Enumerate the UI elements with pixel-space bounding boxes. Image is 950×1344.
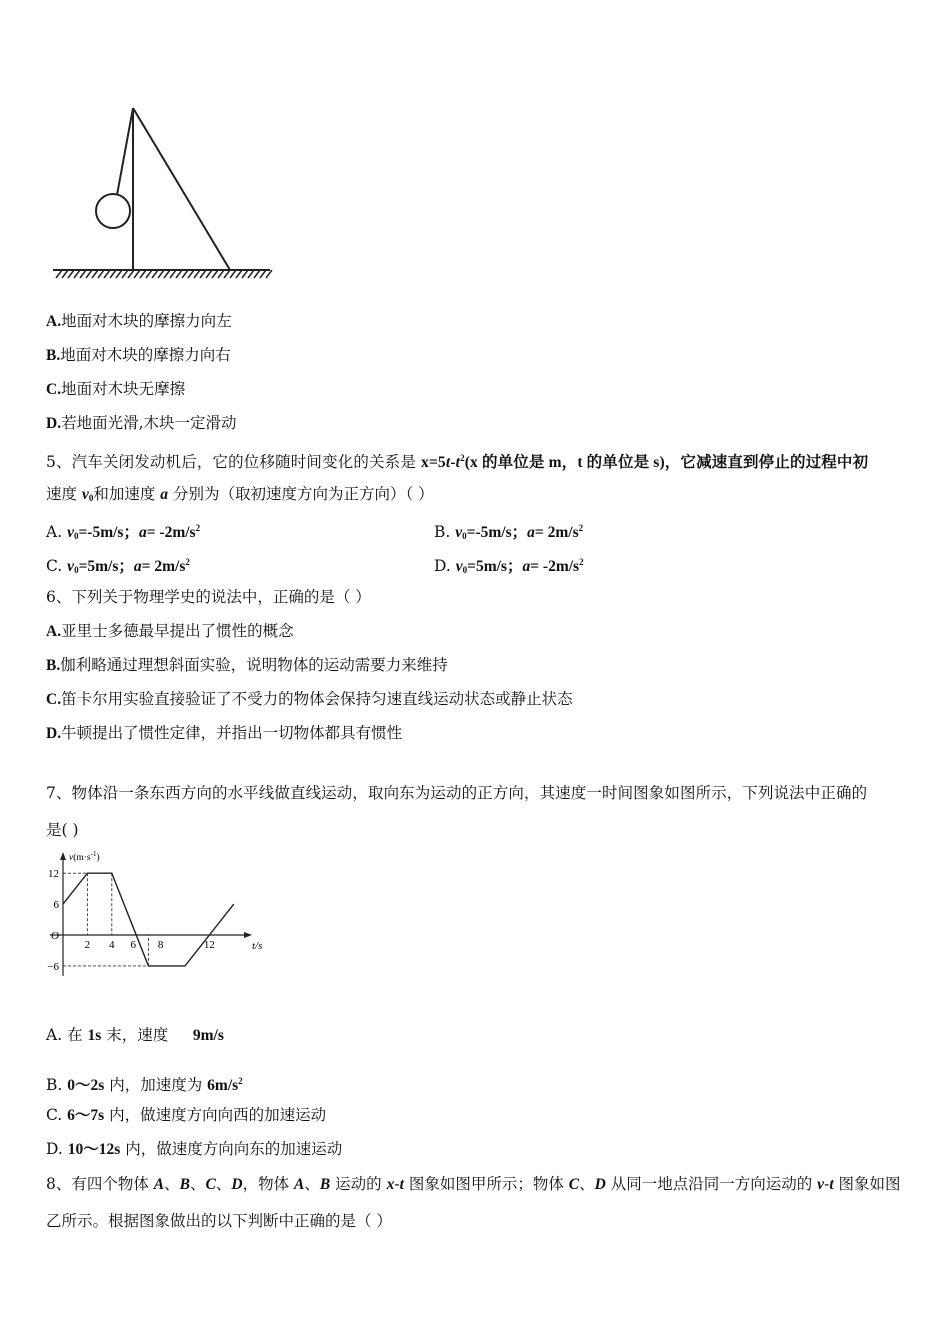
q5-formula-t: t [445,454,451,471]
option-v0: =5m/s； [467,558,523,575]
chart-labels [47,850,262,973]
hatch-mark [116,270,122,278]
hatch-mark [74,270,80,278]
hatch-mark [146,270,152,278]
option-v0: =-5m/s； [466,524,528,541]
x-axis-label: t/s [252,940,263,952]
hatch-mark [224,270,230,278]
option-letter: D. [46,725,62,742]
q7-option-d [46,1139,342,1160]
option-num: 6m/s [207,1077,239,1094]
q8-stem-line1 [46,1174,901,1195]
x-tick-label: 6 [130,939,136,951]
hatch-mark [98,270,104,278]
q5-option-c [46,552,190,580]
x-tick-label: 4 [109,939,115,951]
q8-text: 、 [304,1175,320,1193]
hatch-mark [206,270,212,278]
q5-v-sub: 0 [74,565,79,575]
q5-a: a [160,486,169,503]
q8-variable: B [319,1176,331,1193]
q4-option-d [46,413,237,434]
option-letter: C. [46,1106,68,1124]
q8-variable: t [829,1176,834,1193]
option-text: 地面对木块的摩擦力向左 [61,312,232,330]
q5-formula-exp: 2 [460,453,465,463]
hatch-mark [164,270,170,278]
option-letter: D. [46,1140,68,1158]
option-letter: B. [46,347,61,364]
option-a: = -2m/s [146,524,196,541]
q6-option-b [46,655,448,676]
q7-stem-line1: 7、物体沿一条东西方向的水平线做直线运动，取向东为运动的正方向，其速度一时间图象如图所示，下列说法中正确的 [46,784,868,802]
q7-option-a [46,1025,224,1046]
hatch-mark [176,270,182,278]
q7-option-b [46,1071,243,1096]
q7-option-c [46,1105,326,1126]
q5-v: v [455,558,463,575]
q5-a: a [138,524,147,541]
option-letter: D. [434,557,456,575]
q6-option-a [46,621,294,642]
ball [96,194,130,228]
q8-text: - [394,1175,400,1193]
option-letter: A. [46,623,62,640]
q5-v: v [67,558,75,575]
option-letter: C. [46,557,68,575]
option-num: 9m/s [192,1027,224,1044]
option-v0: =5m/s； [78,558,134,575]
option-letter: D. [46,415,62,432]
chart-series [63,873,234,966]
option-text: 笛卡尔用实验直接验证了不受力的物体会保持匀速直线运动状态或静止状态 [61,690,573,708]
option-v0: =-5m/s； [78,524,139,541]
option-text: 若地面光滑,木块一定滑动 [61,414,237,432]
q8-stem-line2: 乙所示。根据图象做出的以下判断中正确的是（ ） [46,1212,392,1230]
option-text: 亚里士多德最早提出了惯性的概念 [61,622,294,640]
option-letter: A. [46,523,68,541]
hatch-mark [80,270,86,278]
hatch-mark [128,270,134,278]
q8-variable: A [294,1176,305,1193]
q8-variable: x [386,1176,395,1193]
option-num: 1s [87,1027,102,1044]
hatch-mark [92,270,98,278]
hatch-mark [152,270,158,278]
q5-option-b [434,518,583,546]
unit-exp: 2 [195,523,201,533]
q5-text: 5、汽车关闭发动机后，它的位移随时间变化的关系是 [46,453,422,471]
option-text: 地面对木块的摩擦力向右 [60,346,231,364]
option-text: 地面对木块无摩擦 [61,380,186,398]
hatch-mark [140,270,146,278]
hatch-mark [122,270,128,278]
q8-variable: D [231,1176,243,1193]
q8-variable: A [153,1176,165,1193]
option-a: = 2m/s [534,524,579,541]
option-text: 伽利略通过理想斜面实验，说明物体的运动需要力来维持 [60,656,448,674]
chart-axes [50,852,252,976]
q8-text: 、 [215,1175,232,1193]
q5-a: a [527,524,535,541]
hatch-mark [212,270,218,278]
y-axis-arrow [60,852,66,860]
q8-variable: C [205,1176,216,1193]
incline-ball-figure [48,100,274,285]
hatch-mark [110,270,116,278]
hatch-mark [170,270,176,278]
q5-text: 和加速度 [93,485,161,503]
unit-exp: 2 [238,1076,243,1086]
option-num: 6～7s [67,1107,105,1124]
hatch-mark [68,270,74,278]
q5-v-sub: 0 [73,531,79,541]
hatch-mark [188,270,194,278]
x-tick-label: 8 [157,939,164,951]
option-letter: C. [46,381,62,398]
q8-variable: v [817,1176,825,1193]
q8-text: - [824,1175,830,1193]
hatch-mark [254,270,260,278]
hatch-mark [248,270,254,278]
option-letter: A. [46,1026,68,1044]
option-num: 0～2s [67,1077,105,1094]
origin-label: O [51,930,59,942]
q5-v-sub: 0 [462,565,468,575]
q5-stem-line1 [46,448,868,473]
q8-text: 图象如图 [833,1175,901,1193]
hatch-mark [182,270,188,278]
q5-a: a [522,558,531,575]
option-letter: B. [434,523,456,541]
x-tick-label: 2 [84,939,91,951]
hatch-mark [134,270,140,278]
q8-text: 、 [579,1175,595,1193]
hatch-mark [86,270,92,278]
string-line [117,108,133,195]
y-tick-label: 12 [48,868,59,881]
hatch-mark [158,270,164,278]
q8-text: 、 [190,1175,206,1193]
q5-formula: x=5 [421,454,446,471]
unit-exp: 2 [578,523,584,533]
hatch-mark [260,270,266,278]
q4-option-b [46,345,231,366]
q8-text: ，物体 [242,1175,295,1193]
q4-option-c [46,379,185,400]
q8-text: 、 [164,1175,180,1193]
q5-v: v [455,524,463,541]
option-letter: B. [46,1076,68,1094]
q7-stem-line2: 是( ) [46,821,79,839]
hatch-mark [218,270,224,278]
q5-stem-line2 [46,484,434,508]
hatch-mark [266,270,272,278]
q5-text: (x 的单位是 m，t 的单位是 s)，它减速直到停止的过程中初 [464,454,869,471]
q8-text: 8、有四个物体 [46,1175,154,1193]
q6-option-d [46,723,402,744]
hatch-mark [242,270,248,278]
unit-exp: 2 [579,557,584,567]
hatch-mark [194,270,200,278]
q5-option-d [434,552,584,580]
option-a: = 2m/s [141,558,186,575]
q8-variable: B [179,1176,190,1193]
q5-v: v [81,486,89,503]
option-text: 内，做速度方向向东的加速运动 [120,1140,343,1158]
option-a: = -2m/s [530,558,580,575]
option-num: 10～12s [67,1141,121,1158]
x-tick-label: 12 [203,939,215,951]
option-text: 牛顿提出了惯性定律，并指出一切物体都具有惯性 [61,724,403,742]
hatch-mark [230,270,236,278]
ground-hatching [56,270,272,278]
q5-a: a [133,558,142,575]
y-tick-label: −6 [47,960,59,973]
option-letter: B. [46,657,61,674]
q8-text: 图象如图甲所示；物体 [403,1175,569,1193]
q8-variable: t [399,1176,404,1193]
q8-text: 从同一地点沿同一方向运动的 [605,1175,818,1193]
q8-text: 运动的 [330,1175,387,1193]
y-tick-label: 6 [53,899,59,912]
unit-exp: 2 [185,557,190,567]
option-text: 在 [67,1026,88,1044]
hatch-mark [200,270,206,278]
q6-stem: 6、下列关于物理学史的说法中，正确的是（ ） [46,588,371,606]
hatch-mark [104,270,110,278]
y-axis-label: $v(m\cdot s^{-1})$ [69,850,100,863]
option-text: 内，加速度为 [104,1076,208,1094]
q5-text: 速度 [46,485,82,503]
q4-option-a [46,311,232,332]
velocity-line [63,873,234,966]
hatch-mark [236,270,242,278]
x-axis-arrow [244,932,252,938]
q5-text: 分别为（取初速度方向为正方向）（ ） [168,485,434,503]
q5-option-a [46,518,200,546]
hatch-mark [62,270,68,278]
q5-v-sub: 0 [462,531,467,541]
velocity-time-chart [40,848,272,980]
option-letter: A. [46,313,62,330]
q8-variable: C [568,1176,580,1193]
option-text: 内，做速度方向向西的加速运动 [104,1106,327,1124]
hatch-mark [56,270,62,278]
option-text: 末，速度 [101,1026,193,1044]
q5-formula-t: t [455,454,461,471]
q5-v-sub: 0 [88,493,94,503]
q8-variable: D [594,1176,606,1193]
option-letter: C. [46,691,62,708]
q6-option-c [46,689,573,710]
q5-formula-minus: - [450,454,456,471]
incline-rod [133,108,230,270]
q5-v: v [67,524,74,541]
